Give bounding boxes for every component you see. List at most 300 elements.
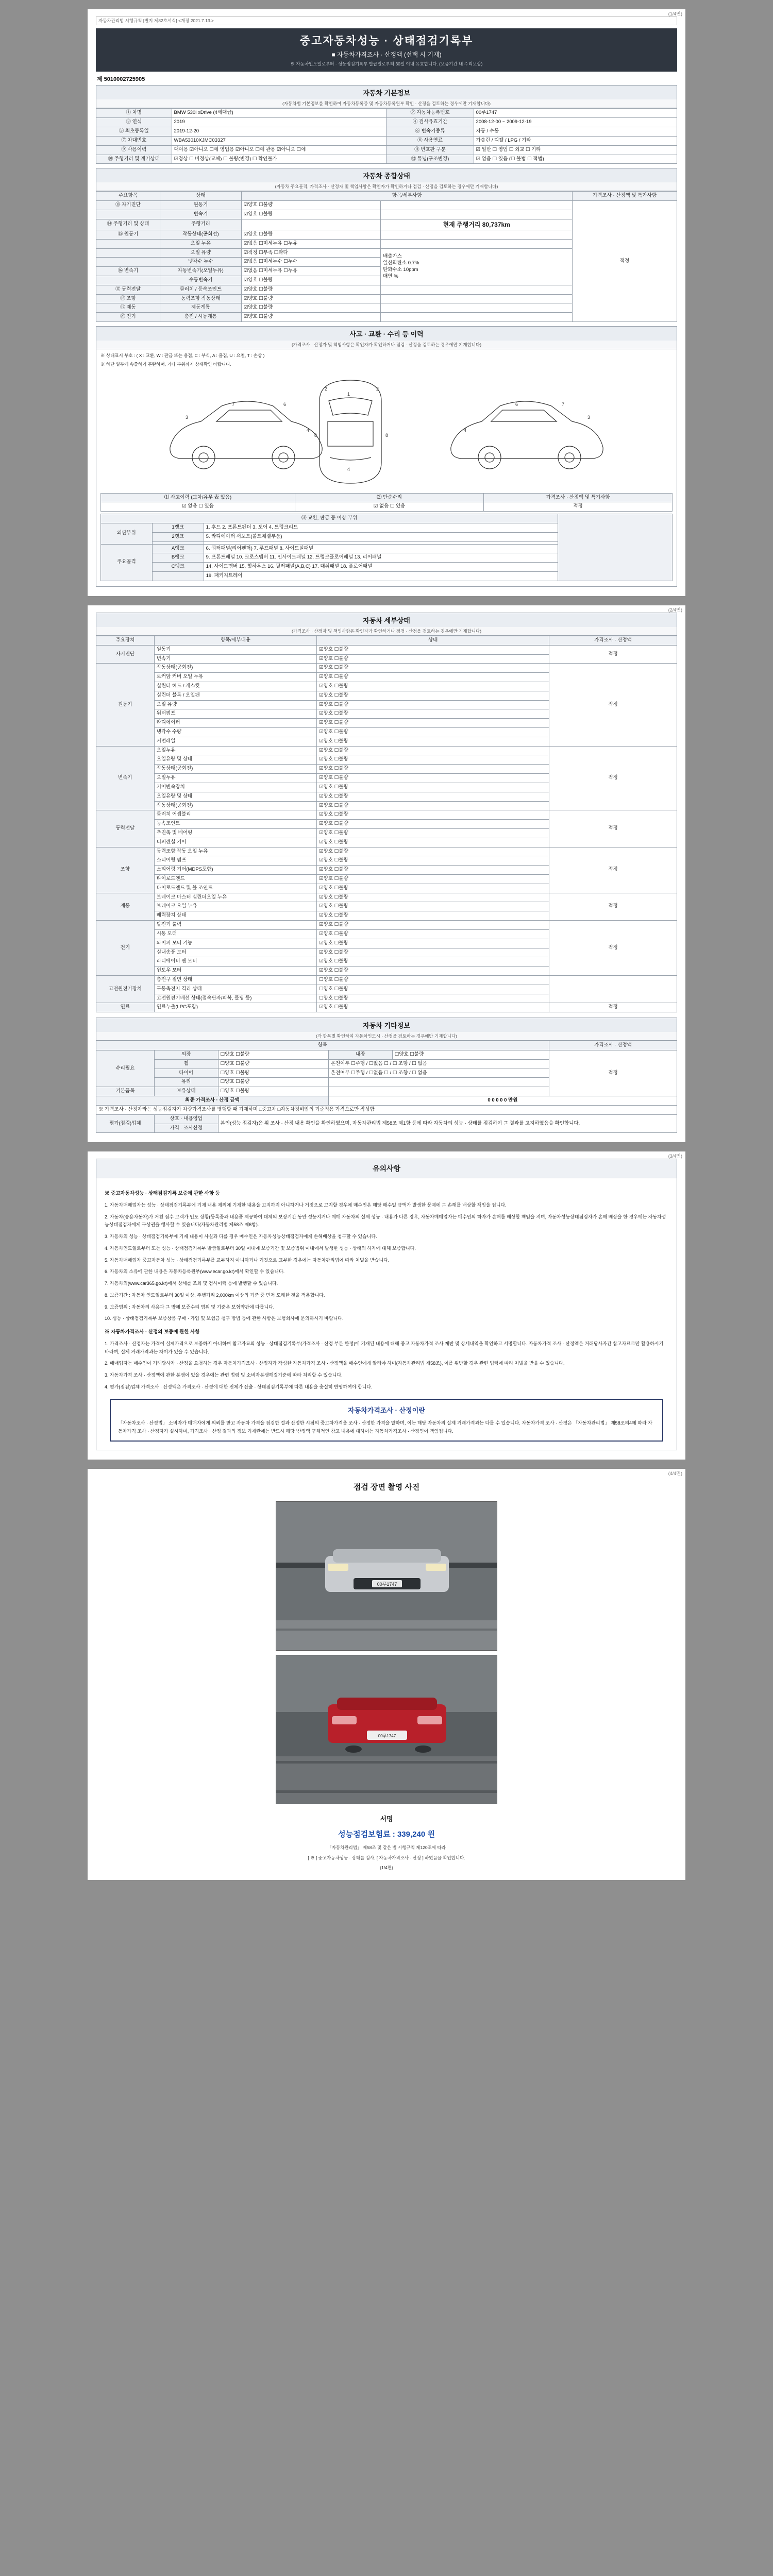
row-group bbox=[96, 239, 160, 248]
row-group: ⑭ 주행거리 및 상태 bbox=[96, 219, 160, 230]
item-state: ☑양호 ☐불량 bbox=[317, 820, 549, 829]
item-label: 실내송풍 모터 bbox=[154, 948, 317, 957]
etc-price: 적정 bbox=[549, 1050, 677, 1096]
simple-repair-label: ⑵ 단순수리 bbox=[295, 493, 484, 502]
notice-paragraph: 3. 자동차가격 조사 · 산정액에 관한 분쟁이 있을 경우에는 관련 법령 및 소비자분쟁해결기준에 따라 처리할 수 있습니다. bbox=[105, 1372, 343, 1378]
item-label: 디퍼렌셜 기어 bbox=[154, 838, 317, 847]
overall-table bbox=[96, 191, 677, 322]
item-label: 변속기 bbox=[154, 654, 317, 664]
row-item: 주행거리 bbox=[160, 219, 241, 230]
item-state: ☑양호 ☐불량 bbox=[317, 673, 549, 682]
svg-text:2: 2 bbox=[325, 386, 328, 392]
svg-text:6: 6 bbox=[283, 401, 287, 407]
row-item: 오일 누유 bbox=[160, 239, 241, 248]
row-detail bbox=[381, 285, 573, 294]
group-price: 적정 bbox=[549, 921, 677, 976]
svg-text:7: 7 bbox=[562, 401, 565, 407]
group-label: 변속기 bbox=[96, 746, 155, 810]
group-label: 전기 bbox=[96, 921, 155, 976]
svg-text:2: 2 bbox=[376, 386, 379, 392]
item-label: 추진축 및 베어링 bbox=[154, 828, 317, 838]
row-state: ☑없음 ☐미세누유 ☐누유 bbox=[241, 239, 380, 248]
group-label: 자기진단 bbox=[96, 645, 155, 664]
plate-value: ☑ 일반 ☐ 영업 ☐ 외교 ☐ 기타 bbox=[474, 145, 677, 155]
basic-label: ⑥ 변속기종류 bbox=[386, 127, 474, 137]
etc-state2: ☐양호 ☐불량 bbox=[392, 1050, 549, 1060]
parts-rank bbox=[152, 572, 204, 581]
item-label: 작동상태(공회전) bbox=[154, 765, 317, 774]
row-item: 변속기 bbox=[160, 210, 241, 219]
etc-state: ☐양호 ☐불량 bbox=[218, 1087, 328, 1096]
mileage-label: ⑩ 주행거리 및 계기상태 bbox=[96, 155, 172, 164]
svg-text:3: 3 bbox=[186, 414, 189, 420]
section-overall-title: 자동차 종합상태 bbox=[96, 168, 677, 182]
group-label: 조향 bbox=[96, 847, 155, 893]
price-note-value: 적정 bbox=[484, 502, 673, 512]
item-state: ☑양호 ☐불량 bbox=[317, 957, 549, 967]
col-state: 상태 bbox=[317, 636, 549, 645]
svg-text:8: 8 bbox=[385, 432, 389, 438]
etc-item: 유리 bbox=[154, 1078, 218, 1087]
notice-paragraph: 10. 성능 · 상태점검기록부 보증상품 구매 · 가입 및 보험금 청구 방법 등에 관한 사항은 보험회사에 문의하시기 바랍니다. bbox=[105, 1316, 344, 1321]
footer-note-2: [ ※ ] 중고자동차성능 · 상태를 검사, [ 자동차가격조사 · 산정 ] 하였음을 확인합니다. bbox=[308, 1855, 465, 1860]
etc-table bbox=[96, 1041, 677, 1133]
document-number: 제 5010002725905 bbox=[97, 76, 145, 83]
basic-value: BMW 530i xDrive (4세대급) bbox=[172, 109, 386, 118]
item-state: ☑양호 ☐불량 bbox=[317, 939, 549, 948]
row-detail bbox=[381, 239, 573, 248]
row-item: 냉각수 누수 bbox=[160, 258, 241, 267]
item-state: ☑양호 ☐불량 bbox=[317, 774, 549, 783]
svg-text:00루1747: 00루1747 bbox=[378, 1733, 396, 1738]
item-label: 오일누유 bbox=[154, 746, 317, 755]
table-header-row bbox=[96, 636, 677, 645]
notice-paragraph: 1. 가격조사 · 산정자는 가격이 실제가격으로 보증하지 아니하며 참고자료의 성능 · 상태점검기록부(가격조사 · 산정 부분 한정)에 기재된 내용에 대해 중고 자동차가격 조사 제반 및 상세내역을 확인하고 서명합니다. 자동차가격 조사 · 산정액은 거래당사자간 참고자료로만 활용하시기 바라며, 실제 거래가격과는 차이가 있을 수 있습니다. bbox=[105, 1341, 664, 1354]
page-corner-tag: (4/4면) bbox=[668, 1470, 682, 1476]
item-label: 오일유량 및 상태 bbox=[154, 755, 317, 765]
item-state: ☑양호 ☐불량 bbox=[317, 1003, 549, 1012]
section-accident-sub: (가격조사 · 산정자 및 책임사항은 확인자가 확인하거나 점검 · 산정을 검토하는 경우에만 기재합니다) bbox=[96, 341, 677, 349]
item-state: ☑양호 ☐불량 bbox=[317, 765, 549, 774]
table-row bbox=[96, 921, 677, 930]
row-group: ⑲ 제동 bbox=[96, 303, 160, 313]
row-group: ⑮ 원동기 bbox=[96, 230, 160, 239]
form-legal-note: 자동차관리법 시행규칙 [별지 제82호서식] <개정 2021.7.13.> bbox=[96, 16, 677, 25]
row-detail bbox=[381, 313, 573, 322]
parts-title: ⑶ 교환, 판금 등 이상 부위 bbox=[101, 514, 558, 523]
item-state: ☑양호 ☐불량 bbox=[317, 755, 549, 765]
etc-state: ☐양호 ☐불량 bbox=[218, 1069, 328, 1078]
definition-body: 「자동차조사 · 산정법」 소비자가 매매자에게 의뢰를 받고 자동차 가격을 점검한 결과 산정한 시점의 중고차가격을 조사 · 산정한 가격을 말하며, 이는 해당 자동차의 실제 거래가격과는 다를 수 있습니다. 자동차가격 조사 · 산정은 「자동차관리법」 제58조의4에 따라 자동차가격 조사 · 산정자가 실시하며, 가격조사 · 산정 결과의 정보 기재란에는 반드시 해당 '산정액 구체적인 참고 내용에 대하여는 자동차가격조사 · 산정인이 책임집니다. bbox=[118, 1420, 652, 1434]
row-group: ⑱ 조향 bbox=[96, 294, 160, 303]
col-state: 상태 bbox=[160, 192, 241, 201]
item-state: ☑양호 ☐불량 bbox=[317, 801, 549, 810]
parts-rank: A랭크 bbox=[152, 544, 204, 553]
footer-note-3: (1/4면) bbox=[380, 1865, 393, 1871]
page-1 bbox=[88, 9, 685, 596]
table-row bbox=[96, 136, 677, 145]
etc-item: 보유상태 bbox=[154, 1087, 218, 1096]
item-state: ☑양호 ☐불량 bbox=[317, 664, 549, 673]
item-state: ☑양호 ☐불량 bbox=[317, 719, 549, 728]
item-state: ☑양호 ☐불량 bbox=[317, 810, 549, 820]
table-row bbox=[96, 145, 677, 155]
emission-smoke: 매연 % bbox=[383, 273, 398, 279]
row-item: 오일 유량 bbox=[160, 248, 241, 258]
basic-label: ② 자동차등록번호 bbox=[386, 109, 474, 118]
item-label: 시동 모터 bbox=[154, 929, 317, 939]
item-label: 충전구 절연 상태 bbox=[154, 975, 317, 985]
document-subtitle: ■ 자동차가격조사 · 산정액 (선택 시 기재) bbox=[331, 51, 442, 59]
photo-rear-svg bbox=[276, 1655, 497, 1804]
table-row bbox=[96, 664, 677, 673]
table-row bbox=[96, 109, 677, 118]
item-label: 연료누출(LPG포함) bbox=[154, 1003, 317, 1012]
page-corner-tag: (3/4면) bbox=[668, 1154, 682, 1159]
diagram-legend-2: ※ 하단 일부에 속출하기 곤란하며, 기타 부위까지 상세확인 바랍니다. bbox=[100, 361, 231, 367]
row-state: ☑양호 ☐불량 bbox=[241, 201, 380, 210]
item-state: ☑양호 ☐불량 bbox=[317, 746, 549, 755]
item-label: 브레이크 마스터 실린더오일 누유 bbox=[154, 893, 317, 902]
row-group: ⑰ 동력전달 bbox=[96, 285, 160, 294]
table-row bbox=[96, 975, 677, 985]
page-corner-tag: (1/4면) bbox=[668, 11, 682, 16]
notice-heading-1: ※ 중고자동차성능 · 상태점검기록 보증에 관한 사항 등 bbox=[105, 1191, 220, 1197]
row-group: ⑯ 변속기 bbox=[96, 267, 160, 276]
item-label: 실린더 블록 / 오일팬 bbox=[154, 691, 317, 700]
parts-price-cell bbox=[558, 514, 673, 581]
item-state: ☑양호 ☐불량 bbox=[317, 728, 549, 737]
group-label: 제동 bbox=[96, 893, 155, 920]
section-detail-sub: (가격조사 · 산정자 및 책임사항은 확인자가 확인하거나 점검 · 산정을 검토하는 경우에만 기재합니다) bbox=[96, 627, 677, 636]
basic-label: ③ 연식 bbox=[96, 118, 172, 127]
row-state: ☑없음 ☐미세누유 ☐누유 bbox=[241, 267, 380, 276]
basic-label: ⑦ 차대번호 bbox=[96, 136, 172, 145]
table-row bbox=[96, 201, 677, 210]
accident-history-value: ☑ 없음 ☐ 있음 bbox=[101, 502, 295, 512]
item-label: 스티어링 기어(MDPS포함) bbox=[154, 866, 317, 875]
row-item: 수동변속기 bbox=[160, 276, 241, 285]
item-label: 오일유량 및 상태 bbox=[154, 792, 317, 801]
company-item: 상호 · 내용영업 bbox=[154, 1114, 218, 1124]
diagram-legend-1: ※ 상태표시 부호 : ( X : 교환, W : 판금 또는 용접, C : 부식, A : 흠집, U : 요철, T : 손상 ) bbox=[100, 353, 265, 359]
notice-paragraph: 2. 자동차(승용자동차)가 거친 점수 고객가 인도 상황(등록증과 내용품 제공하여 대체의 보장기간 동안 성능지거나 매매 자동차의 실제 성능 · 내용가 다른 경우, 자동차매매업자는 매수인의 하자가 손해를 배상할 책임을 지며, 자동차성능상태점검자가 손해 배상을 한 경우에는 자동차성능상태점검자에게 구상권을 행사할 수 있습니다(자동차관리법 제58조 제6항). bbox=[105, 1214, 666, 1228]
item-state: ☐양호 ☐불량 bbox=[317, 975, 549, 985]
inspection-photo-front bbox=[276, 1501, 497, 1651]
row-group: ⑬ 자기진단 bbox=[96, 201, 160, 210]
item-label: 라디에이터 팬 모터 bbox=[154, 957, 317, 967]
item-label: 와이퍼 모터 기능 bbox=[154, 939, 317, 948]
row-state: ☑양호 ☐불량 bbox=[241, 285, 380, 294]
etc-group: 기본품목 bbox=[96, 1087, 155, 1096]
page-3 bbox=[88, 1151, 685, 1460]
parts-list: 9. 프론트패널 10. 크로스멤버 11. 인사이드패널 12. 트렁크플로어패널 13. 리어패널 bbox=[204, 553, 558, 563]
parts-rank: B랭크 bbox=[152, 553, 204, 563]
notice-paragraph: 4. 자동차인도일로부터 또는 성능 · 상태점검기록부 발급일로부터 30일 이내에 보증기간 및 보증범위 이내에서 발생한 성능 · 상태의 하자에 대해 보증합니다. bbox=[105, 1245, 416, 1251]
group-label: 연료 bbox=[96, 1003, 155, 1012]
basic-value: WBA53010XJMC03327 bbox=[172, 136, 386, 145]
group-price: 적정 bbox=[549, 893, 677, 920]
item-state: ☑양호 ☐불량 bbox=[317, 654, 549, 664]
item-state: ☑양호 ☐불량 bbox=[317, 847, 549, 856]
item-label: 클러치 어셈블리 bbox=[154, 810, 317, 820]
item-label: 발전기 출력 bbox=[154, 921, 317, 930]
group-price bbox=[549, 975, 677, 1003]
item-label: 고전원전기배선 상태(접속단자/피복, 몰딩 등) bbox=[154, 994, 317, 1003]
etc-item2: 온전여부 ☐주행 / ☐없음 ☐ / ☐ 조향 / ☐ 없음 bbox=[328, 1059, 549, 1069]
row-detail bbox=[381, 303, 573, 313]
emission-label: 배출가스 bbox=[383, 253, 402, 260]
group-price: 적정 bbox=[549, 746, 677, 810]
svg-text:3: 3 bbox=[587, 414, 591, 420]
row-state: ☑양호 ☐불량 bbox=[241, 230, 380, 239]
row-item: 원동기 bbox=[160, 201, 241, 210]
parts-list: 6. 쿼터패널(리어펜더) 7. 루프패널 8. 사이드실패널 bbox=[204, 544, 558, 553]
svg-text:4: 4 bbox=[464, 427, 467, 433]
item-label: 스티어링 펌프 bbox=[154, 856, 317, 866]
item-state: ☐양호 ☐불량 bbox=[317, 994, 549, 1003]
basic-label: ① 차명 bbox=[96, 109, 172, 118]
row-state: ☑양호 ☐불량 bbox=[241, 294, 380, 303]
item-state: ☑양호 ☐불량 bbox=[317, 948, 549, 957]
row-item: 자동변속기(오일누유) bbox=[160, 267, 241, 276]
notice-title: 유의사항 bbox=[96, 1159, 677, 1178]
photo-section-title: 점검 장면 촬영 사진 bbox=[353, 1482, 420, 1492]
usage-value: 대여용 ☑아니오 ☐예 영업용 ☑아니오 ☐예 관용 ☑아니오 ☐예 bbox=[172, 145, 386, 155]
col-price: 가격조사 · 산정액 bbox=[549, 1041, 677, 1050]
item-state: ☑양호 ☐불량 bbox=[317, 682, 549, 691]
notice-paragraph: 9. 보증범위 : 자동차의 사용과 그 밖에 보증수리 범위 및 기준은 보험약관에 따릅니다. bbox=[105, 1304, 275, 1310]
item-label: 등속조인트 bbox=[154, 820, 317, 829]
definition-title: 자동차가격조사 · 산정이란 bbox=[348, 1406, 425, 1414]
basic-label: ⑧ 사용연료 bbox=[386, 136, 474, 145]
plate-label: ⑪ 번호판 구분 bbox=[386, 145, 474, 155]
group-price: 적정 bbox=[549, 1003, 677, 1012]
table-row bbox=[96, 118, 677, 127]
row-state: ☑없음 ☐미세누수 ☐누수 bbox=[241, 258, 380, 267]
item-state: ☑양호 ☐불량 bbox=[317, 921, 549, 930]
item-label: 타이로드엔드 및 볼 조인트 bbox=[154, 884, 317, 893]
item-label: 윈도우 모터 bbox=[154, 967, 317, 976]
item-label: 커먼레일 bbox=[154, 737, 317, 746]
col-price: 가격조사 · 산정액 bbox=[549, 636, 677, 645]
basic-value: 2019-12-20 bbox=[172, 127, 386, 137]
car-diagram-svg bbox=[155, 370, 618, 488]
row-detail bbox=[381, 201, 573, 210]
item-label: 워터펌프 bbox=[154, 709, 317, 719]
table-row bbox=[96, 127, 677, 137]
group-label: 원동기 bbox=[96, 664, 155, 746]
table-row bbox=[101, 502, 673, 512]
etc-item2: 내장 bbox=[328, 1050, 392, 1060]
item-label: 브레이크 오일 누유 bbox=[154, 902, 317, 911]
basic-label: ⑤ 최초등록일 bbox=[96, 127, 172, 137]
row-group bbox=[96, 258, 160, 267]
parts-list: 19. 패키지트레이 bbox=[204, 572, 558, 581]
notice-paragraph: 1. 자동차매매업자는 성능 · 상태점검기록부에 기재 내용 제외에 기재한 내용을 고지하지 아니하거나 거짓으로 고지할 경우에 매수인은 해당 매수일 금액가 발생한 문제에 그 손해를 배상할 책임을 집니다. bbox=[105, 1202, 507, 1208]
item-label: 타이로드엔드 bbox=[154, 875, 317, 884]
basic-value: 2008-12-00 ~ 2009-12-19 bbox=[474, 118, 677, 127]
table-row bbox=[96, 810, 677, 820]
final-price-note: ※ 가격조사 · 산정자라는 성능점검자가 차량가격조사를 병행할 때 기재하며 □중고차 □자동차정비업의 기준적용 가격으로만 작성함 bbox=[96, 1105, 677, 1114]
detail-state-table bbox=[96, 636, 677, 1012]
item-state: ☑양호 ☐불량 bbox=[317, 838, 549, 847]
company-item: 가격 · 조사산정 bbox=[154, 1124, 218, 1133]
item-label: 실린더 헤드 / 개스킷 bbox=[154, 682, 317, 691]
item-label: 냉각수 수량 bbox=[154, 728, 317, 737]
detail-body bbox=[96, 645, 677, 1012]
col-item: 항목/세부내용 bbox=[154, 636, 317, 645]
group-price: 적정 bbox=[549, 645, 677, 664]
inspection-photo-rear bbox=[276, 1655, 497, 1804]
basic-value: 2019 bbox=[172, 118, 386, 127]
group-price: 적정 bbox=[549, 810, 677, 847]
notice-paragraph: 4. 평가(점검)업체 가격조사 · 산정액은 가격조사 · 산정에 대한 전체가 산출 · 상태점검기록부에 따른 내용을 충실히 반영하여야 합니다. bbox=[105, 1384, 373, 1389]
etc-item: 타이어 bbox=[154, 1069, 218, 1078]
item-state: ☐양호 ☐불량 bbox=[317, 985, 549, 994]
basic-info-table bbox=[96, 108, 677, 164]
item-state: ☑양호 ☐불량 bbox=[317, 737, 549, 746]
car-diagram bbox=[100, 370, 673, 490]
parts-group: 주요골격 bbox=[101, 544, 153, 581]
page-corner-tag: (2/4면) bbox=[668, 607, 682, 613]
row-group bbox=[96, 210, 160, 219]
svg-text:6: 6 bbox=[515, 401, 518, 407]
row-state: ☑양호 ☐불량 bbox=[241, 276, 380, 285]
etc-item2 bbox=[328, 1087, 549, 1096]
etc-item: 외장 bbox=[154, 1050, 218, 1060]
item-label: 오일 유량 bbox=[154, 700, 317, 709]
row-state bbox=[241, 219, 380, 230]
footer-note-1: 「자동차관리법」 제58조 및 같은 법 시행규칙 제120조에 따라 bbox=[327, 1844, 446, 1850]
document-title-bar bbox=[96, 28, 677, 72]
notice-paragraph: 6. 자동차의 소유에 관한 내용은 자동차등록원부(www.ecar.go.kr)에서 확인할 수 있습니다. bbox=[105, 1269, 285, 1275]
item-state: ☑양호 ☐불량 bbox=[317, 828, 549, 838]
accident-history-label: ⑴ 사고이력 (교차/유무 表 있음) bbox=[101, 493, 295, 502]
emission-hc: 탄화수소 10ppm bbox=[383, 266, 418, 273]
item-label: 동력조향 작동 오일 누유 bbox=[154, 847, 317, 856]
item-label: 배력장치 상태 bbox=[154, 911, 317, 921]
svg-text:4: 4 bbox=[347, 466, 350, 472]
row-group: ⑳ 전기 bbox=[96, 313, 160, 322]
row-item: 제동계통 bbox=[160, 303, 241, 313]
final-price-label: 최종 가격조사 · 산정 금액 bbox=[96, 1096, 329, 1106]
etc-group: 수리필요 bbox=[96, 1050, 155, 1087]
table-header-row bbox=[96, 192, 677, 201]
item-state: ☑양호 ☐불량 bbox=[317, 967, 549, 976]
item-state: ☑양호 ☐불량 bbox=[317, 783, 549, 792]
mileage-value: ☑정상 ☐ 비정상(교체) ☐ 불량(변경) ☐ 확인불가 bbox=[172, 155, 386, 164]
document-subnote: ※ 자동차인도일로부터 · 성능점검기록부 발급일로부터 30일 이내 유효합니다. (보증기간 내 수리보상) bbox=[290, 61, 483, 67]
section-basic-sub: (자동차법 기본정보를 확인하여 자동차등록증 및 자동차등록원부 확인 · 산정을 검토하는 경우에만 기재합니다) bbox=[96, 99, 677, 108]
col-detail: 항목/세부사항 bbox=[241, 192, 572, 201]
basic-value: 자동 / 수동 bbox=[474, 127, 677, 137]
row-item: 작동상태(공회전) bbox=[160, 230, 241, 239]
item-label: 기어변속장치 bbox=[154, 783, 317, 792]
table-row bbox=[96, 1105, 677, 1114]
item-state: ☑양호 ☐불량 bbox=[317, 792, 549, 801]
etc-state: ☐양호 ☐불량 bbox=[218, 1059, 328, 1069]
svg-text:4: 4 bbox=[307, 427, 310, 433]
col-main: 주요항목 bbox=[96, 192, 160, 201]
parts-list: 14. 사이드멤버 15. 휠하우스 16. 필러패널(A,B,C) 17. 대쉬패널 18. 플로어패널 bbox=[204, 563, 558, 572]
section-etc-sub: (각 항목별 확인하여 자동차인도시 · 산정을 검토하는 경우에만 기재합니다) bbox=[96, 1032, 677, 1041]
col-item: 항목 bbox=[96, 1041, 549, 1050]
row-detail bbox=[381, 210, 573, 219]
table-row bbox=[96, 746, 677, 755]
item-label: 작동상태(공회전) bbox=[154, 801, 317, 810]
photo-front-svg bbox=[276, 1502, 497, 1651]
section-etc-title: 자동차 기타정보 bbox=[96, 1018, 677, 1032]
section-detail-title: 자동차 세부상태 bbox=[96, 613, 677, 627]
notice-paragraph: 5. 자동차매매업자 중고자동차 성능 · 상태점검기록부를 교부하지 아니하거나 거짓으로 교부한 경우에는 자동차관리법에 따라 처벌을 받습니다. bbox=[105, 1257, 390, 1263]
notice-body bbox=[96, 1178, 677, 1450]
table-row bbox=[96, 1096, 677, 1106]
notice-paragraph: 8. 보증기간 : 자동차 인도일로부터 30일 이상, 주행거리 2,000km 이상의 기준 중 먼저 도래한 것을 적용합니다. bbox=[105, 1292, 325, 1298]
row-item: 충전 / 시동계통 bbox=[160, 313, 241, 322]
item-state: ☑양호 ☐불량 bbox=[317, 709, 549, 719]
row-group bbox=[96, 248, 160, 258]
page-2 bbox=[88, 605, 685, 1142]
table-row bbox=[96, 1050, 677, 1060]
damage-diagram-panel bbox=[96, 349, 677, 587]
emission-co: 일산화탄소 0.7% bbox=[383, 260, 419, 266]
svg-text:1: 1 bbox=[347, 391, 350, 397]
parts-rank: 1랭크 bbox=[152, 523, 204, 533]
row-state: ☑양호 ☐불량 bbox=[241, 303, 380, 313]
notice-heading-2: ※ 자동차가격조사 · 산정의 보증에 관한 사항 bbox=[105, 1329, 200, 1335]
etc-item2: 온전여부 ☐주행 / ☐없음 ☐ / ☐ 조향 / ☐ 없음 bbox=[328, 1069, 549, 1078]
table-row bbox=[101, 514, 673, 523]
basic-value: 00루1747 bbox=[474, 109, 677, 118]
insurance-fee-line bbox=[96, 1825, 677, 1844]
table-row bbox=[96, 847, 677, 856]
row-item: 동력조향 작동상태 bbox=[160, 294, 241, 303]
row-state: ☑양호 ☐불량 bbox=[241, 313, 380, 322]
table-row bbox=[96, 893, 677, 902]
item-label: 라디에이터 bbox=[154, 719, 317, 728]
usage-label: ⑨ 사용이력 bbox=[96, 145, 172, 155]
basic-label: ④ 검사유효기간 bbox=[386, 118, 474, 127]
group-price: 적정 bbox=[549, 664, 677, 746]
item-label: 구동축전지 격리 상태 bbox=[154, 985, 317, 994]
item-label: 작동상태(공회전) bbox=[154, 664, 317, 673]
insurance-fee-label: 성능점검보험료 : bbox=[338, 1829, 395, 1839]
parts-list: 1. 후드 2. 프론트펜더 3. 도어 4. 트렁크리드 bbox=[204, 523, 558, 533]
parts-rank: C랭크 bbox=[152, 563, 204, 572]
etc-item: 휠 bbox=[154, 1059, 218, 1069]
page-4 bbox=[88, 1469, 685, 1880]
row-detail bbox=[381, 230, 573, 239]
signature-label: 서명 bbox=[380, 1815, 393, 1823]
parts-group: 외판부위 bbox=[101, 523, 153, 545]
simple-repair-value: ☑ 없음 ☐ 있음 bbox=[295, 502, 484, 512]
insurance-fee-value: 339,240 원 bbox=[397, 1829, 435, 1839]
price-note-label: 가격조사 · 산정액 및 특기사항 bbox=[484, 493, 673, 502]
parts-list: 5. 라디에이터 서포트(볼트체결부품) bbox=[204, 532, 558, 541]
section-basic-title: 자동차 기본정보 bbox=[96, 85, 677, 99]
etc-item2 bbox=[328, 1078, 549, 1087]
document-title: 중고자동차성능 · 상태점검기록부 bbox=[299, 35, 474, 47]
notice-paragraph: 3. 자동차의 성능 · 상태점검기록부에 기재 내용이 사실과 다를 경우 매수인은 자동차성능상태점검자에게 손해배상을 청구할 수 있습니다. bbox=[105, 1234, 377, 1240]
item-state: ☑양호 ☐불량 bbox=[317, 856, 549, 866]
company-note: 본인(성능 점검자)은 위 조사 · 산정 내용 확인을 확인하였으며, 자동차관리법 제58조 제1항 등에 따라 자동차의 성능 · 상태를 점검하여 그 결과를 고지하였음을 확인합니다. bbox=[218, 1114, 677, 1133]
svg-text:8: 8 bbox=[314, 432, 317, 438]
item-state: ☑양호 ☐불량 bbox=[317, 700, 549, 709]
section-accident-title: 사고 · 교환 · 수리 등 이력 bbox=[96, 326, 677, 341]
item-state: ☑양호 ☐불량 bbox=[317, 911, 549, 921]
definition-box bbox=[110, 1399, 663, 1442]
